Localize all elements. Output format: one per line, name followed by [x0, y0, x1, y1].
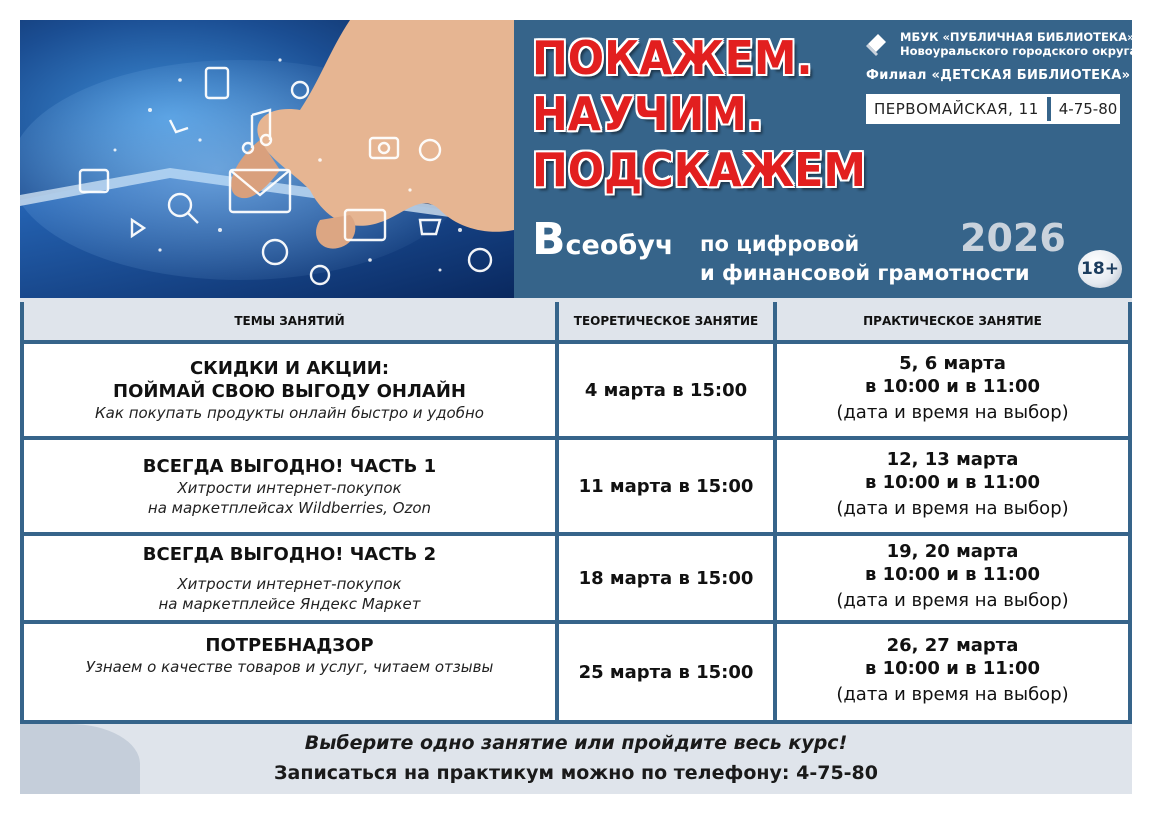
- table-row-4-practice: [777, 624, 1128, 720]
- practice-times: в 10:00 и в 11:00: [864, 472, 1041, 493]
- theory-date: 25 марта в 15:00: [578, 661, 754, 683]
- table-row-1-topic: [24, 344, 555, 436]
- table-row-2-practice: [777, 440, 1128, 532]
- topic-description: на маркетплейсах Wildberries, Ozon: [147, 498, 432, 517]
- tablet-hand-illustration: [20, 20, 514, 298]
- practice-note: (дата и время на выбор): [836, 498, 1069, 519]
- table-row-4-theory: [559, 624, 773, 720]
- table-row-1-theory: [559, 344, 773, 436]
- library-address: ПЕРВОМАЙСКАЯ, 11: [874, 100, 1039, 118]
- program-name-rest: сеобуч: [565, 230, 674, 261]
- table-row-2-theory: [559, 440, 773, 532]
- topic-description: Как покупать продукты онлайн быстро и удобно: [95, 404, 484, 422]
- library-phone: 4-75-80: [1058, 100, 1118, 118]
- table-row-3-theory: [559, 536, 773, 620]
- table-row-3-practice: [777, 536, 1128, 620]
- poster: [20, 20, 1138, 794]
- program-year: 2026: [960, 216, 1066, 260]
- topic-title: ПОЙМАЙ СВОЮ ВЫГОДУ ОНЛАЙН: [113, 381, 466, 402]
- theory-date: 4 марта в 15:00: [584, 379, 748, 401]
- topic-title: СКИДКИ И АКЦИИ:: [189, 358, 390, 379]
- table-row-1-practice: [777, 344, 1128, 436]
- poster-footer: [20, 724, 1132, 794]
- practice-times: в 10:00 и в 11:00: [864, 658, 1041, 679]
- topic-description: Хитрости интернет-покупок: [177, 574, 402, 593]
- library-branch: Филиал «ДЕТСКАЯ БИБЛИОТЕКА»: [866, 68, 1131, 83]
- topic-description: на маркетплейсе Яндекс Маркет: [158, 594, 421, 613]
- practice-dates: 19, 20 марта: [886, 541, 1019, 562]
- library-name-line2: Новоуральского городского округа: [900, 44, 1138, 58]
- practice-note: (дата и время на выбор): [836, 684, 1069, 705]
- table-row-3-topic: [24, 536, 555, 620]
- heading-line-2: НАУЧИМ.: [532, 87, 764, 141]
- header-theory: ТЕОРЕТИЧЕСКОЕ ЗАНЯТИЕ: [559, 302, 773, 340]
- practice-times: в 10:00 и в 11:00: [864, 376, 1041, 397]
- topic-title: ПОТРЕБНАДЗОР: [205, 635, 374, 656]
- poster-header: [20, 20, 1138, 298]
- practice-note: (дата и время на выбор): [836, 402, 1069, 423]
- header-practice: ПРАКТИЧЕСКОЕ ЗАНЯТИЕ: [777, 302, 1128, 340]
- topic-description: Узнаем о качестве товаров и услуг, читаем отзывы: [85, 658, 494, 676]
- table-row-2-topic: [24, 440, 555, 532]
- footer-call-to-action: Выберите одно занятие или пройдите весь курс!: [304, 732, 848, 754]
- header-topics: ТЕМЫ ЗАНЯТИЙ: [24, 302, 555, 340]
- practice-dates: 12, 13 марта: [886, 449, 1019, 470]
- age-rating-badge: 18+: [1076, 248, 1124, 290]
- table-row-4-topic: [24, 624, 555, 720]
- program-name-initial: В: [532, 214, 566, 265]
- program-subtitle-line1: по цифровой: [700, 232, 860, 256]
- address-box: [866, 94, 1120, 124]
- topic-title: ВСЕГДА ВЫГОДНО! ЧАСТЬ 1: [142, 455, 437, 477]
- practice-times: в 10:00 и в 11:00: [864, 564, 1041, 585]
- schedule-table: [20, 302, 1132, 724]
- practice-dates: 5, 6 марта: [899, 353, 1006, 374]
- program-name: [532, 216, 673, 264]
- topic-description: Хитрости интернет-покупок: [177, 478, 402, 497]
- practice-dates: 26, 27 марта: [886, 635, 1019, 656]
- practice-note: (дата и время на выбор): [836, 590, 1069, 611]
- heading-line-1: ПОКАЖЕМ.: [532, 31, 813, 85]
- program-subtitle-line2: и финансовой грамотности: [700, 261, 1030, 285]
- heading-line-3: ПОДСКАЖЕМ: [532, 143, 866, 197]
- library-name: [900, 30, 1137, 58]
- library-logo-icon: [864, 32, 888, 56]
- library-name-line1: МБУК «ПУБЛИЧНАЯ БИБЛИОТЕКА»: [900, 30, 1135, 44]
- theory-date: 11 марта в 15:00: [578, 475, 754, 497]
- address-separator: [1047, 97, 1051, 121]
- hero-image: [20, 20, 514, 298]
- footer-registration-info: Записаться на практикум можно по телефону: 4-75-80: [274, 762, 878, 784]
- theory-date: 18 марта в 15:00: [578, 567, 754, 589]
- topic-title: ВСЕГДА ВЫГОДНО! ЧАСТЬ 2: [142, 543, 437, 565]
